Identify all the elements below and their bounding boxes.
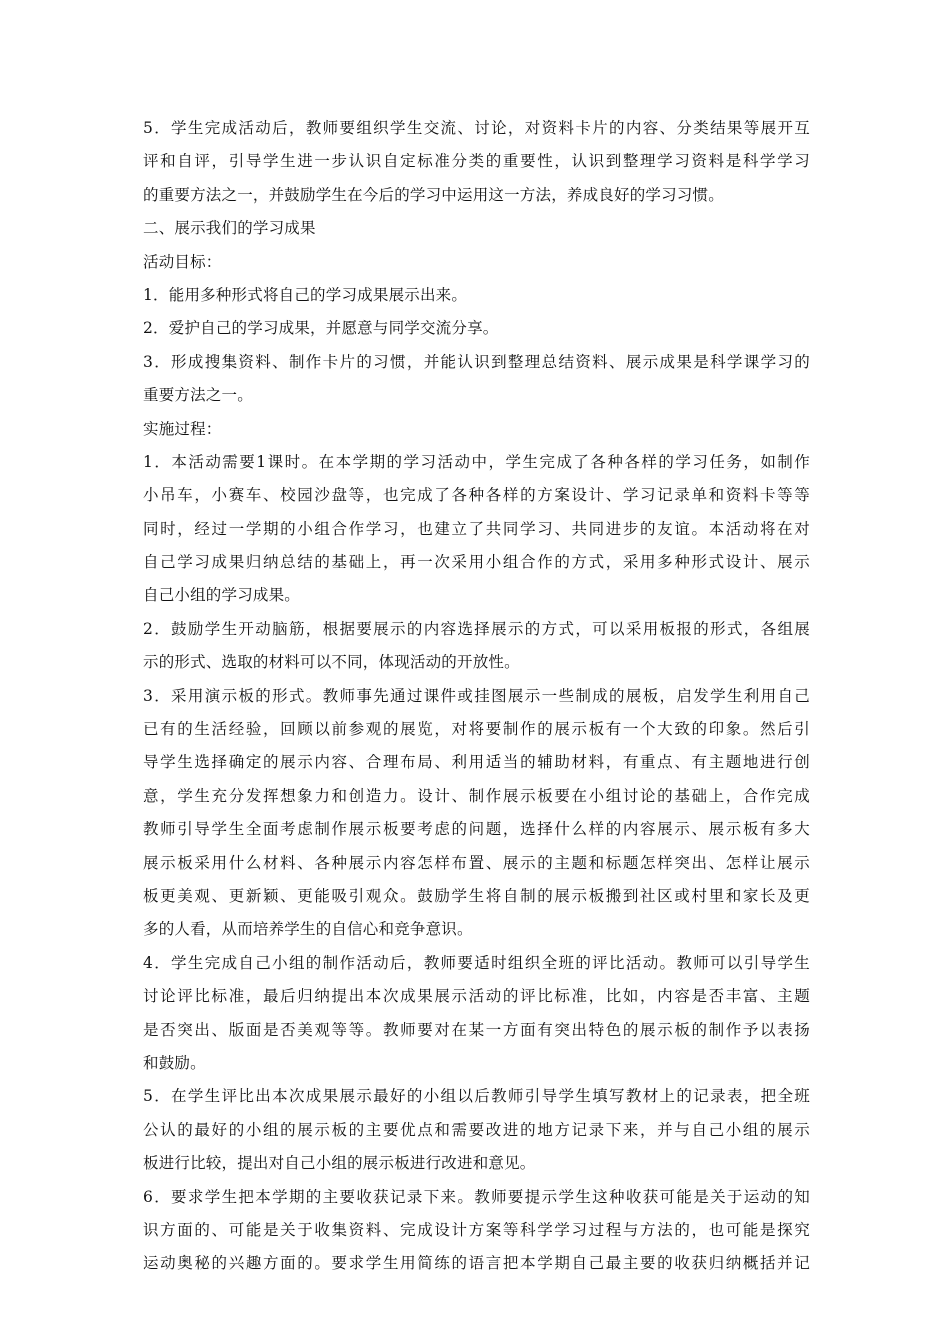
text-line: 5．学生完成活动后，教师要组织学生交流、讨论，对资料卡片的内容、分类结果等展开互 bbox=[143, 119, 810, 137]
text-line: 重要方法之一。 bbox=[143, 386, 253, 405]
text-line: 3．形成搜集资料、制作卡片的习惯，并能认识到整理总结资料、展示成果是科学课学习的 bbox=[143, 352, 810, 371]
text-line: 2．鼓励学生开动脑筋，根据要展示的内容选择展示的方式，可以采用板报的形式，各组展 bbox=[143, 619, 810, 638]
text-line: 是否突出、版面是否美观等等。教师要对在某一方面有突出特色的展示板的制作予以表扬 bbox=[143, 1020, 810, 1039]
text-line: 1．能用多种形式将自己的学习成果展示出来。 bbox=[143, 285, 468, 304]
text-line: 展示板采用什么材料、各种展示内容怎样布置、展示的主题和标题怎样突出、怎样让展示 bbox=[143, 853, 810, 872]
text-line: 教师引导学生全面考虑制作展示板要考虑的问题，选择什么样的内容展示、展示板有多大 bbox=[143, 820, 810, 839]
text-line: 5．在学生评比出本次成果展示最好的小组以后教师引导学生填写教材上的记录表，把全班 bbox=[143, 1087, 810, 1106]
text-line: 的重要方法之一，并鼓励学生在今后的学习中运用这一方法，养成良好的学习习惯。 bbox=[143, 185, 724, 204]
text-line: 二、展示我们的学习成果 bbox=[143, 219, 316, 238]
text-line: 板更美观、更新颖、更能吸引观众。鼓励学生将自制的展示板搬到社区或村里和家长及更 bbox=[143, 886, 810, 905]
text-line: 讨论评比标准，最后归纳提出本次成果展示活动的评比标准，比如，内容是否丰富、主题 bbox=[143, 987, 810, 1006]
text-line: 运动奥秘的兴趣方面的。要求学生用简练的语言把本学期自己最主要的收获归纳概括并记 bbox=[143, 1254, 810, 1273]
text-line: 6．要求学生把本学期的主要收获记录下来。教师要提示学生这种收获可能是关于运动的知 bbox=[143, 1187, 810, 1206]
text-line: 示的形式、选取的材料可以不同，体现活动的开放性。 bbox=[143, 653, 520, 672]
text-line: 同时，经过一学期的小组合作学习，也建立了共同学习、共同进步的友谊。本活动将在对 bbox=[143, 519, 810, 538]
text-line: 1．本活动需要1课时。在本学期的学习活动中，学生完成了各种各样的学习任务，如制作 bbox=[143, 452, 810, 471]
document-body bbox=[143, 112, 810, 1281]
text-line: 评和自评，引导学生进一步认识自定标准分类的重要性，认识到整理学习资料是科学学习 bbox=[143, 152, 810, 171]
text-line: 实施过程： bbox=[143, 419, 222, 438]
text-line: 自己学习成果归纳总结的基础上，再一次采用小组合作的方式，采用多种形式设计、展示 bbox=[143, 553, 810, 572]
text-line: 和鼓励。 bbox=[143, 1053, 206, 1072]
text-line: 2．爱护自己的学习成果，并愿意与同学交流分享。 bbox=[143, 319, 499, 338]
text-line: 小吊车，小赛车、校园沙盘等，也完成了各种各样的方案设计、学习记录单和资料卡等等 bbox=[143, 486, 810, 505]
text-line: 公认的最好的小组的展示板的主要优点和需要改进的地方记录下来，并与自己小组的展示 bbox=[143, 1120, 810, 1139]
text-line: 识方面的、可能是关于收集资料、完成设计方案等科学学习过程与方法的，也可能是探究 bbox=[143, 1220, 810, 1239]
text-line: 多的人看，从而培养学生的自信心和竞争意识。 bbox=[143, 920, 473, 939]
text-line: 活动目标： bbox=[143, 252, 222, 271]
text-line: 板进行比较，提出对自己小组的展示板进行改进和意见。 bbox=[143, 1154, 536, 1173]
text-line: 意，学生充分发挥想象力和创造力。设计、制作展示板要在小组讨论的基础上，合作完成 bbox=[143, 786, 810, 805]
text-line: 4．学生完成自己小组的制作活动后，教师要适时组织全班的评比活动。教师可以引导学生 bbox=[143, 953, 810, 972]
text-line: 自己小组的学习成果。 bbox=[143, 586, 301, 605]
text-line: 导学生选择确定的展示内容、合理布局、利用适当的辅助材料，有重点、有主题地进行创 bbox=[143, 753, 810, 772]
text-line: 3．采用演示板的形式。教师事先通过课件或挂图展示一些制成的展板，启发学生利用自己 bbox=[143, 686, 810, 705]
text-line: 已有的生活经验，回顾以前参观的展览，对将要制作的展示板有一个大致的印象。然后引 bbox=[143, 720, 810, 739]
